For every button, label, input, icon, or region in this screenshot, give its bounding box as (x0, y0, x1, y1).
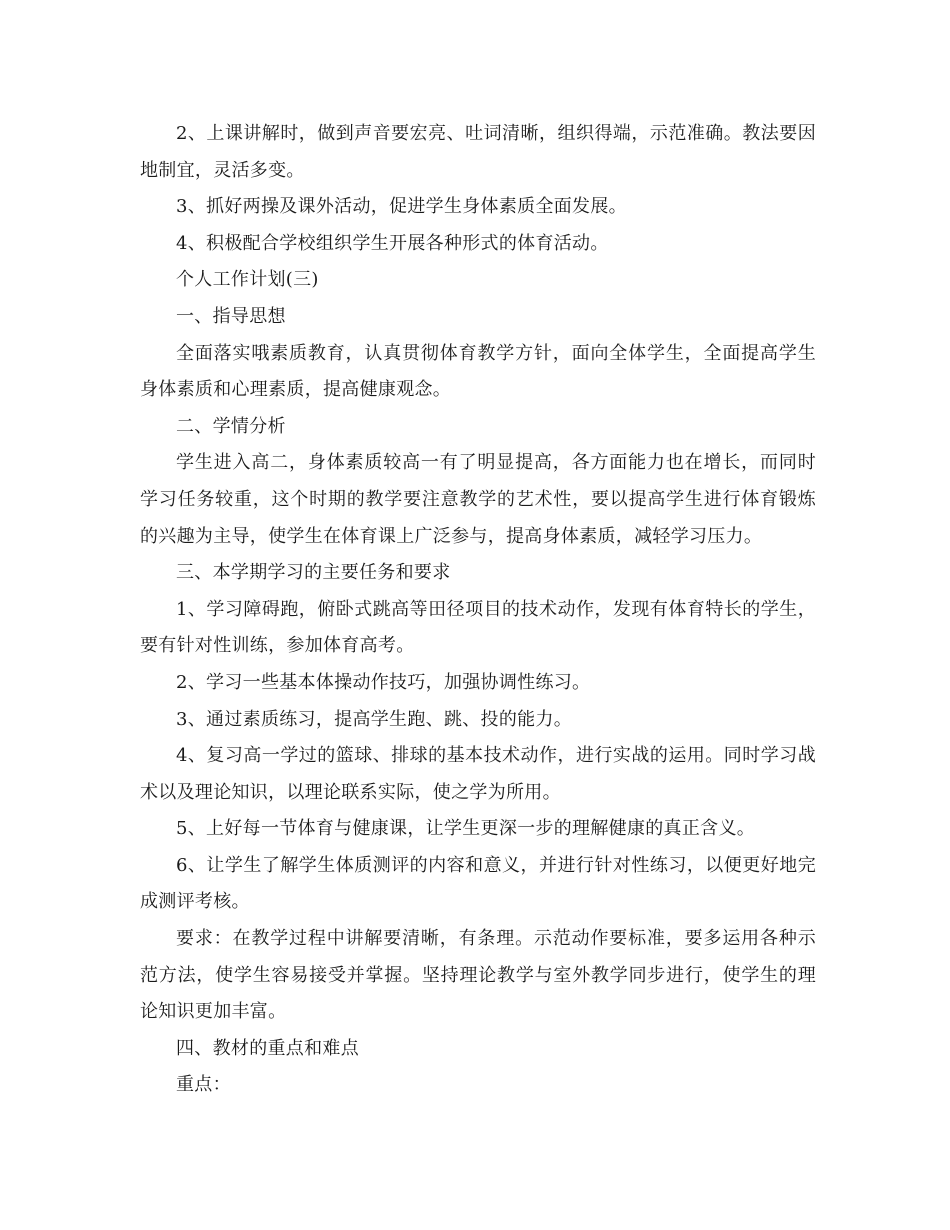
section-title: 个人工作计划(三) (176, 269, 319, 291)
paragraph-guiding-ideology: 全面落实哦素质教育，认真贯彻体育教学方针，面向全体学生，全面提高学生身体素质和心理素质，提高健康观念。 (140, 342, 816, 401)
paragraph-item-3: 3、抓好两操及课外活动，促进学生身体素质全面发展。 (176, 196, 627, 218)
heading-main-tasks: 三、本学期学习的主要任务和要求 (176, 562, 451, 584)
paragraph-requirements: 要求：在教学过程中讲解要清晰，有条理。示范动作要标准，要多运用各种示范方法，使学生容易接受并掌握。坚持理论教学与室外教学同步进行，使学生的理论知识更加丰富。 (140, 928, 816, 1023)
task-item-5: 5、上好每一节体育与健康课，让学生更深一步的理解健康的真正含义。 (176, 818, 756, 840)
task-item-6: 6、让学生了解学生体质测评的内容和意义，并进行针对性练习，以便更好地完成测评考核。 (140, 854, 816, 913)
paragraph-item-2: 2、上课讲解时，做到声音要宏亮、吐词清晰，组织得端，示范准确。教法要因地制宜，灵活多变。 (140, 123, 816, 181)
paragraph-item-4: 4、积极配合学校组织学生开展各种形式的体育活动。 (176, 232, 609, 254)
task-item-1: 1、学习障碍跑，俯卧式跳高等田径项目的技术动作，发现有体育特长的学生，要有针对性训练，参加体育高考。 (140, 598, 816, 657)
heading-key-points: 四、教材的重点和难点 (176, 1037, 359, 1059)
document-body (140, 116, 816, 1104)
task-item-2: 2、学习一些基本体操动作技巧，加强协调性练习。 (176, 671, 591, 693)
label-key-points: 重点： (176, 1074, 231, 1096)
task-item-4: 4、复习高一学过的篮球、排球的基本技术动作，进行实战的运用。同时学习战术以及理论知识，以理论联系实际，使之学为所用。 (140, 745, 816, 803)
heading-guiding-ideology: 一、指导思想 (176, 305, 286, 327)
paragraph-student-analysis: 学生进入高二，身体素质较高一有了明显提高，各方面能力也在增长，而同时学习任务较重，这个时期的教学要注意教学的艺术性，要以提高学生进行体育锻炼的兴趣为主导，使学生在体育课上广泛参与，提高身体素质，减轻学习压力。 (140, 452, 816, 547)
task-item-3: 3、通过素质练习，提高学生跑、跳、投的能力。 (176, 708, 573, 730)
heading-student-analysis: 二、学情分析 (176, 415, 286, 437)
